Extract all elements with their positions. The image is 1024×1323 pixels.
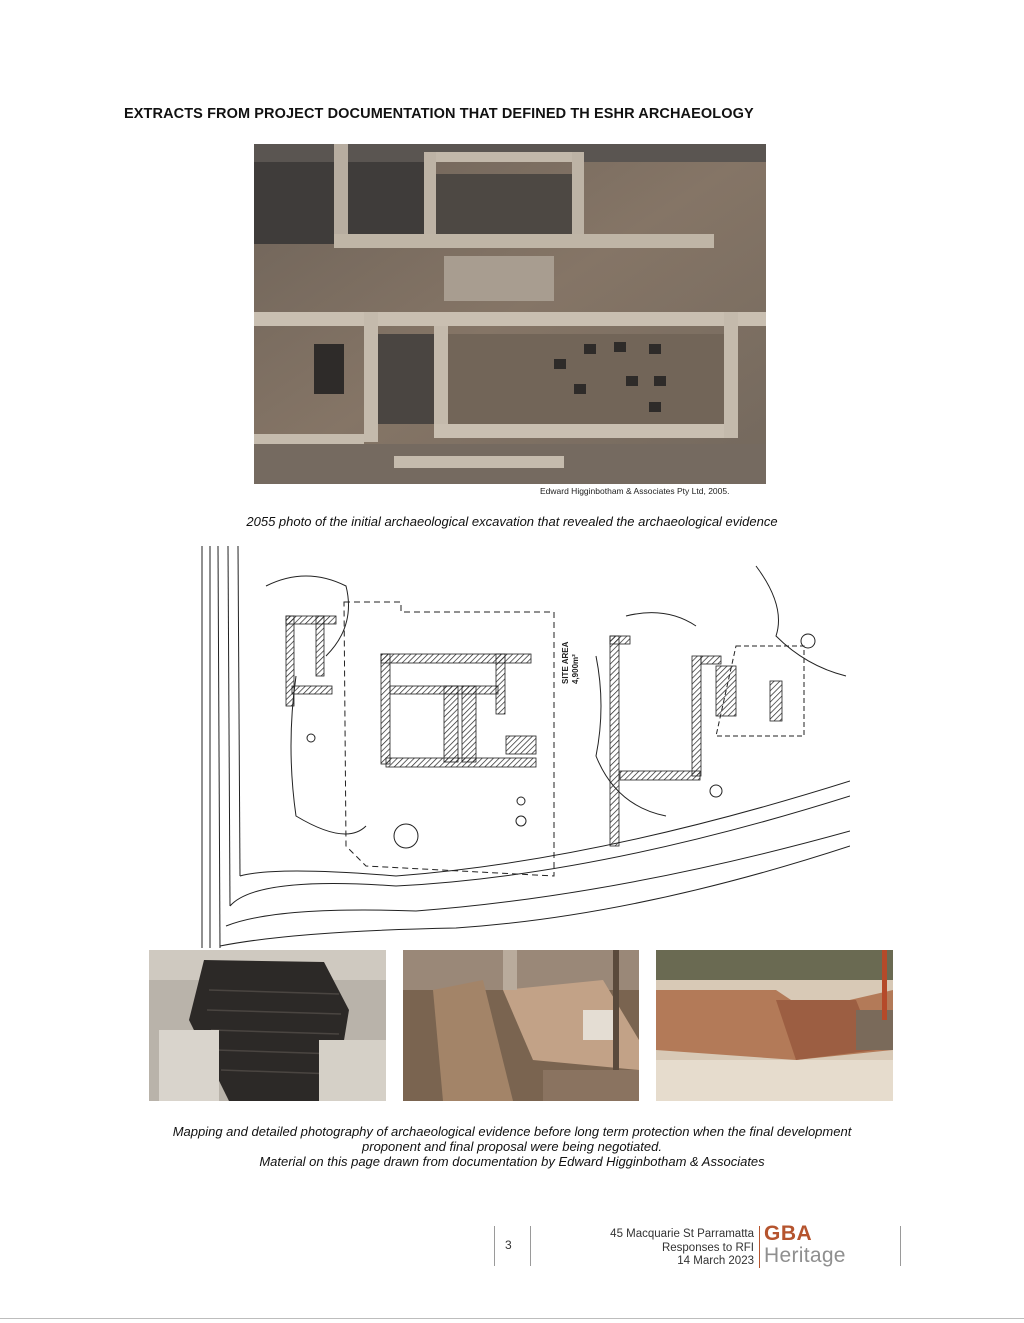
brick-foundations-photo-image: [403, 950, 639, 1101]
footer-divider: [900, 1226, 901, 1266]
logo-divider: [759, 1226, 760, 1268]
mapping-caption: [120, 1124, 904, 1169]
mapping-caption-line-2: proponent and final proposal were being negotiated.: [362, 1139, 662, 1154]
brick-wall-ruins-photo-image: [656, 950, 893, 1101]
photo-credit: Edward Higginbotham & Associates Pty Ltd, 2005.: [540, 486, 730, 496]
footer-address: 45 Macquarie St Parramatta: [610, 1228, 754, 1240]
site-plan-image: [196, 546, 850, 948]
excavation-photo-image: [254, 144, 766, 484]
footer-divider: [494, 1226, 495, 1266]
brick-foundations-photo: [403, 950, 639, 1101]
page-number: 3: [505, 1238, 512, 1252]
gba-logo-bottom: Heritage: [764, 1244, 846, 1267]
brick-wall-ruins-photo: [656, 950, 893, 1101]
footer-divider: [530, 1226, 531, 1266]
mapping-caption-line-1: Mapping and detailed photography of archaeological evidence before long term protection when the final development: [172, 1124, 852, 1139]
footer-doc-title: Responses to RFI: [661, 1241, 754, 1254]
gba-logo-top: GBA: [764, 1222, 813, 1245]
footer-date: 14 March 2023: [677, 1255, 754, 1267]
site-area-value: 4,900m²: [571, 654, 580, 684]
page-bottom-rule: [0, 1318, 1024, 1319]
excavation-photo-caption: 2055 photo of the initial archaeological excavation that revealed the archaeological evidence: [246, 514, 778, 529]
excavation-photo: [254, 144, 766, 484]
site-plan-drawing: [196, 546, 850, 948]
mapping-caption-line-3: Material on this page drawn from documentation by Edward Higginbotham & Associates: [259, 1154, 765, 1169]
page-heading: EXTRACTS FROM PROJECT DOCUMENTATION THAT DEFINED TH ESHR ARCHAEOLOGY: [124, 106, 754, 122]
timber-floor-photo: [149, 950, 386, 1101]
site-area-label: SITE AREA: [561, 641, 570, 684]
timber-floor-photo-image: [149, 950, 386, 1101]
footer-info: [560, 1228, 754, 1269]
